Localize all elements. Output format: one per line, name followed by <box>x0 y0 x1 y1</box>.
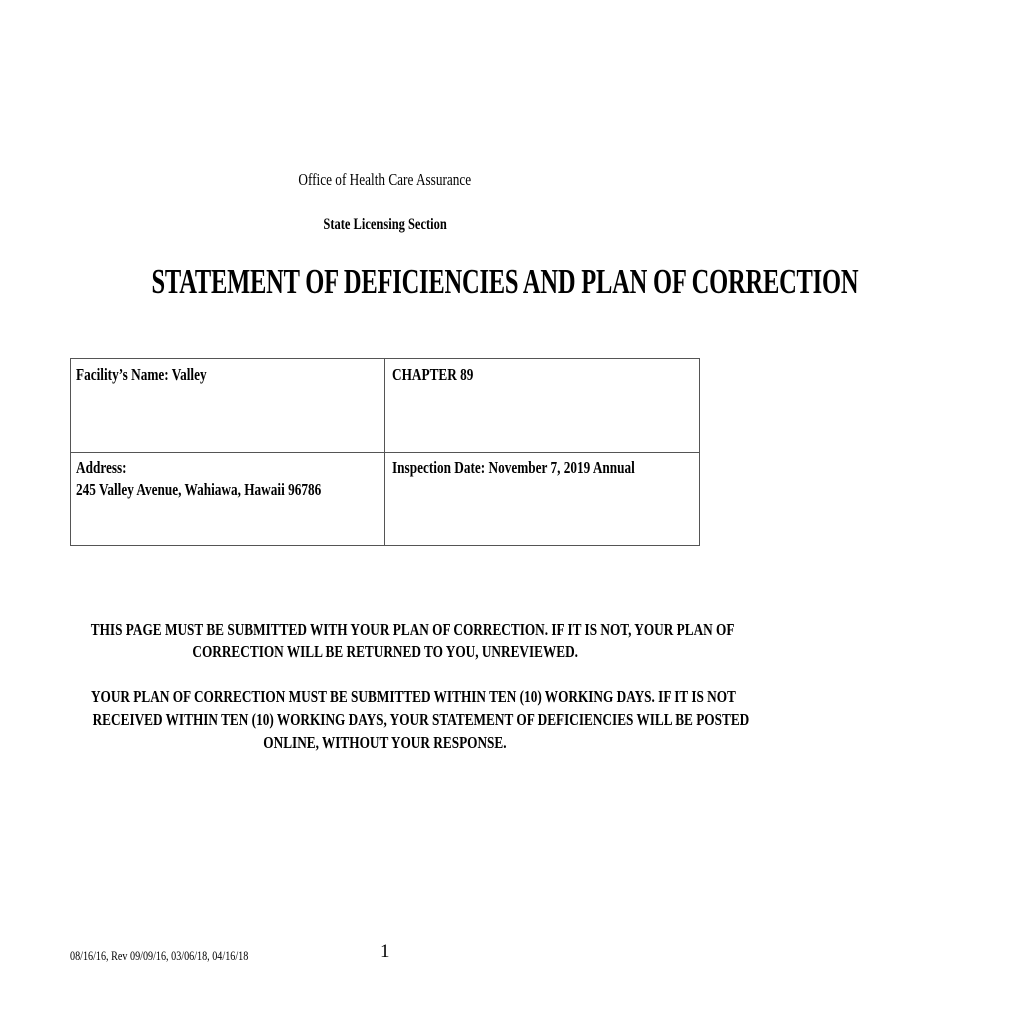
notice-deadline-line-2-text: RECEIVED WITHIN TEN (10) WORKING DAYS, YOUR STATEMENT OF DEFICIENCIES WILL BE POSTED <box>92 710 750 729</box>
document-title <box>0 262 859 302</box>
facility-name-cell <box>76 364 243 386</box>
section-name-text: State Licensing Section <box>323 216 447 233</box>
chapter-cell <box>392 364 496 386</box>
section-name <box>0 216 770 234</box>
address-label-cell <box>76 457 141 479</box>
notice-deadline-line-3-text: ONLINE, WITHOUT YOUR RESPONSE. <box>263 733 507 752</box>
revision-footer-text: 08/16/16, Rev 09/09/16, 03/06/18, 04/16/18 <box>70 948 249 963</box>
facility-name-text: Facility’s Name: Valley <box>76 365 207 384</box>
office-name <box>0 170 770 190</box>
office-name-text: Office of Health Care Assurance <box>298 170 472 189</box>
revision-footer <box>70 948 299 964</box>
notice-submit-page-line-1 <box>0 619 770 641</box>
address-value-cell <box>76 479 390 501</box>
inspection-date-cell <box>392 457 703 479</box>
table-row-divider <box>71 452 699 453</box>
notice-submit-page-line-1-text: THIS PAGE MUST BE SUBMITTED WITH YOUR PLAN OF CORRECTION. IF IT IS NOT, YOUR PLAN OF <box>90 620 735 639</box>
address-label-text: Address: <box>76 458 127 477</box>
address-value-text: 245 Valley Avenue, Wahiawa, Hawaii 96786 <box>76 480 322 499</box>
notice-submit-page-line-2 <box>0 641 770 663</box>
inspection-date-text: Inspection Date: November 7, 2019 Annual <box>392 458 635 477</box>
notice-deadline-line-1-text: YOUR PLAN OF CORRECTION MUST BE SUBMITTED WITHIN TEN (10) WORKING DAYS. IF IT IS NOT <box>90 687 736 706</box>
facility-info-table <box>70 358 700 546</box>
notice-deadline-line-3 <box>0 732 770 754</box>
notice-deadline-line-1 <box>0 686 770 708</box>
notice-deadline-line-2 <box>0 709 770 731</box>
document-title-text: STATEMENT OF DEFICIENCIES AND PLAN OF CORRECTION <box>151 262 859 301</box>
chapter-text: CHAPTER 89 <box>392 365 474 384</box>
notice-submit-page-line-2-text: CORRECTION WILL BE RETURNED TO YOU, UNREVIEWED. <box>192 642 578 661</box>
page-number: 1 <box>380 941 390 962</box>
